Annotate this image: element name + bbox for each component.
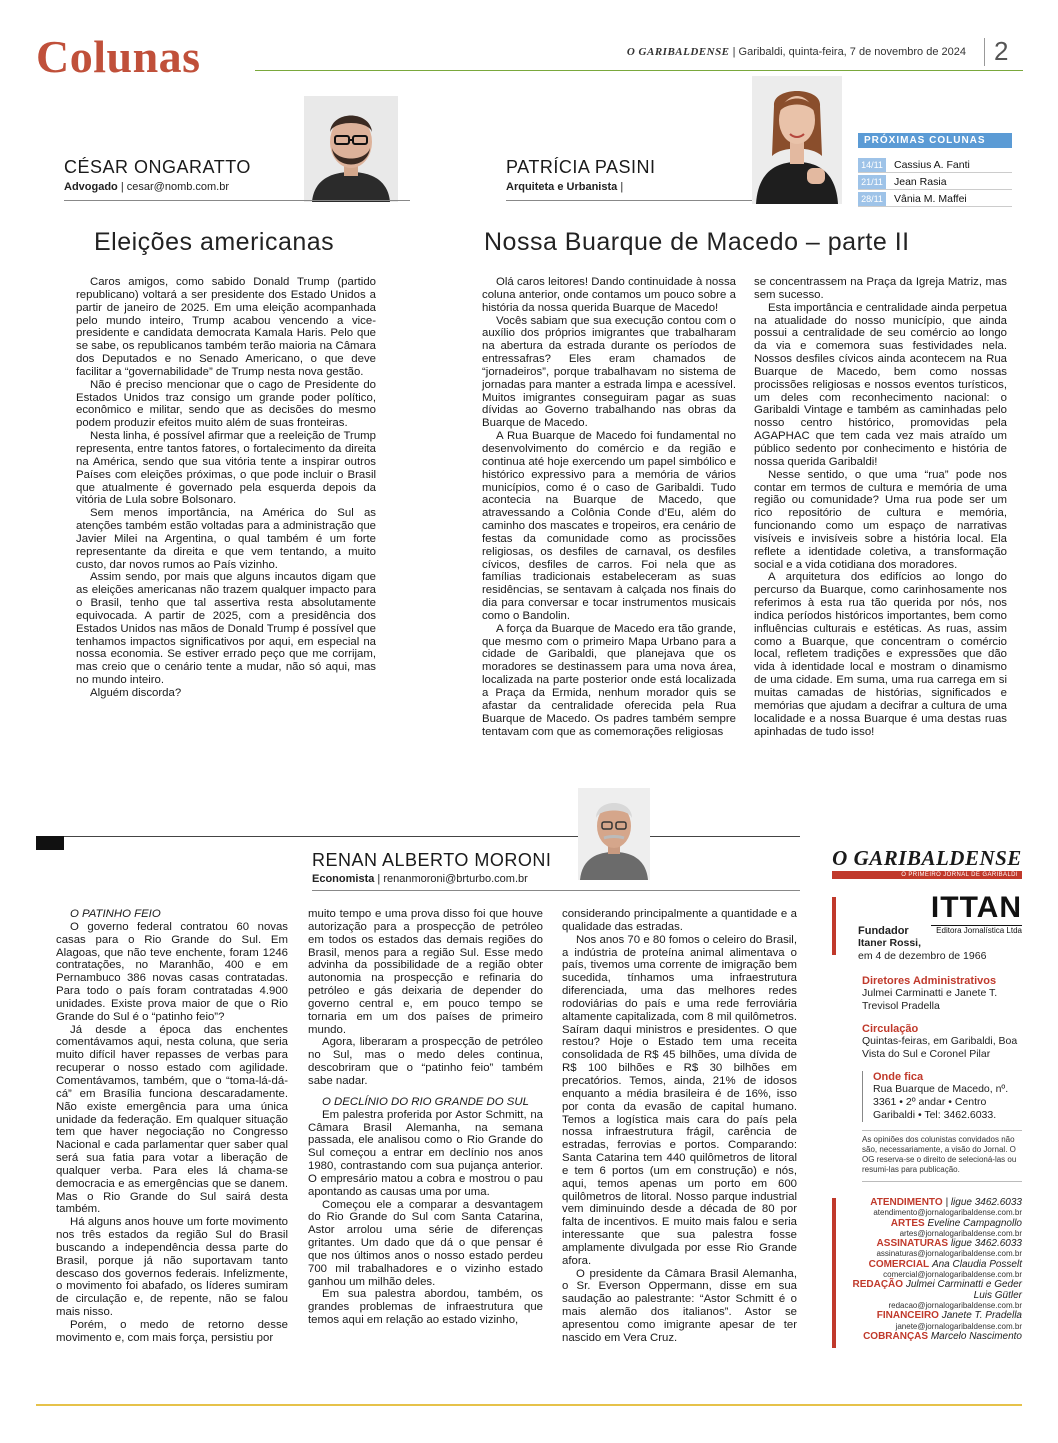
onde-fica-rule [862,1071,863,1122]
paragraph: Agora, liberaram a prospecção de petróleo no Sul, mas o medo deles continua, descobriram que o “patinho feio” também sabe nadar. [308,1036,543,1087]
circulacao-block [862,1023,1022,1061]
contact-value: | ligue 3462.6033 [945,1197,1022,1208]
next-column-date: 14/11 [858,158,886,172]
contact-value: Ana Claudia Posselt [931,1258,1022,1270]
article-body-buarque-left [482,276,736,738]
next-column-item [858,174,1012,190]
paragraph: Há alguns anos houve um forte movimento nos três estados da região Sul do Brasil buscando a independência dessa parte do Brasil, porque já não suportavam tanto descaso dos governos federais. Infelizmente, o movimento foi abafado, os líderes sumiram de circulação e, de repente, não se falou mais nisso. [56,1216,288,1319]
page-number-separator [984,38,985,66]
next-column-date: 28/11 [858,192,886,206]
section-title: Colunas [36,31,201,82]
contact-item [844,1219,1022,1229]
paragraph: A arquitetura dos edifícios ao longo do percurso da Buarque, como carinhosamente nos referimos à esta rua tão querida por nós, nos indica períodos históricos importantes, bem como influências culturais e estéticas. As ruas, assim como a Buarque, que concentram o comércio local, refletem tradições e expressões que dão vida à identidade local e mostram o dinamismo de uma cidade. Em suma, uma rua carrega em si muitas camadas de histórias, significados e memórias que ajudam a decifrar a cultura de uma localidade e a nossa Buarque é uma destas ruas apinhadas de tudo isso! [754,571,1007,738]
article-body-moroni-a [56,908,288,1345]
fundador-label: Fundador [858,925,909,937]
newspaper-tagline: O PRIMEIRO JORNAL DE GARIBALDI [832,871,1022,879]
paragraph: Alguém discorda? [90,687,182,699]
contact-item [844,1332,1022,1342]
contact-key: FINANCEIRO [876,1310,939,1322]
bottom-section-rule [36,836,800,837]
contact-value: Eveline Campagnollo [927,1217,1022,1229]
contact-key: ASSINATURAS [876,1238,949,1250]
page-bottom-rule [36,1404,1022,1406]
paragraph: Olá caros leitores! Dando continuidade à nossa coluna anterior, onde contamos um pouco sobre a história da nossa querida Buarque de Macedo! [482,276,736,314]
next-column-name: Vânia M. Maffei [894,192,967,205]
accent-bar [832,1198,836,1348]
article-subtitle: O PATINHO FEIO [70,908,161,920]
header-separator: | [732,46,739,58]
article-body-moroni-c [562,908,797,1345]
next-column-item [858,191,1012,207]
header-paper-name: O GARIBALDENSE [626,46,730,58]
contact-email: assinaturas@jornalogaribaldense.com.br [876,1249,1022,1259]
sidebar-separator [862,1181,1022,1182]
contact-item [844,1198,1022,1208]
article-body-eleicoes [76,276,376,700]
fundador-date: em 4 de dezembro de 1966 [858,950,987,962]
contact-key: ARTES [890,1217,925,1229]
paragraph: A Rua Buarque de Macedo foi fundamental no desenvolvimento do comércio e da região e continua até hoje exercendo um papel simbólico e histórico expressivo para a memória de vários municípios, como é o caso de Garibaldi. Tudo acontecia na Buarque de Macedo, que atravessando a Colônia Conde d’Eu, além do caminho dos mascates e tropeiros, era cenário de festas da comunidade como as procissões religiosas, os desfiles de carnaval, os desfiles cívicos, desfiles de carros. Foi nela que as famílias tradicionais estabeleceram as suas residências, se sentavam à calçada nos finais do dia para conversar e tocar instrumentos musicais como o Bandolin. [482,430,736,622]
contact-item [844,1311,1022,1321]
diretores-text: Julmei Carminatti e Janete T. Trevisol Pradella [862,987,998,1012]
newspaper-logo: O GARIBALDENSE [832,846,1022,870]
paragraph: Começou ele a comparar a desvantagem do Rio Grande do Sul com Santa Catarina, Astor arrolou uma série de diferenças gritantes. Um dado que dá o que pensar é que nos últimos anos o nosso estado perdeu 700 mil trabalhadores e o vizinho estado ganhou um milhão deles. [308,1198,543,1288]
paragraph: Em palestra proferida por Astor Schmitt, na Câmara Brasil Alemanha, na semana passada, ele analisou como o Rio Grande do Sul começou a entrar em declínio nos anos 1980, contrastando com sua pujança anterior. O empresário matou a cobra e mostrou o pau apontando as causas uma por uma. [308,1108,543,1198]
ittan-logo [931,891,1022,935]
header-date: Garibaldi, quinta-feira, 7 de novembro de 2024 [738,46,966,58]
paragraph: O governo federal contratou 60 novas casas para o Rio Grande do Sul. Em Alagoas, que não teve enchente, foram 1246 contratações, no Maranhão, 400 e em Pernambuco 386 novas casas contratadas. Para todo o país foram contratadas 4.900 unidades. Existe prova maior de que o Rio Grande do Sul é o “patinho feio”? [56,920,288,1023]
author-photo-patricia [752,76,842,204]
next-columns-box [858,133,1012,207]
onde-fica-text: Rua Buarque de Macedo, nº. 3361 • 2º andar • Centro Garibaldi • Tel: 3462.6033. [873,1083,1009,1121]
next-columns-heading: PRÓXIMAS COLUNAS [858,133,1012,148]
paragraph: Esta importância e centralidade ainda perpetua na atualidade do nosso município, que ainda possui a centralidade de seu comércio ao longo da via e comemora suas festividades nela. Nossos desfiles cívicos ainda acontecem na Rua Buarque de Macedo, bem como nossas procissões religiosas e nossos eventos turísticos, um deles com reconhecimento nacional: o Garibaldi Vintage e também as caminhadas pelo nosso centro histórico, promovidas pela AGAPHAC que tem cada vez mais atraído um público sedento por conhecimento e história de nossa querida Garibaldi! [754,301,1007,468]
contact-value: Janete T. Pradella [941,1310,1022,1322]
author-email: cesar@nomb.com.br [126,181,230,193]
role-separator: | [377,873,384,885]
paragraph: Sem menos importância, na América do Sul as atenções também estão voltadas para a administração que Javier Milei na Argentina, o qual também é um forte representante da direita e que vem tentando, a muito custo, dar novos rumos ao País vizinho. [76,507,376,571]
header-info [627,46,966,58]
section-marker [36,836,64,850]
diretores-label: Diretores Administrativos [862,975,997,987]
contact-key: REDAÇÃO [852,1279,904,1291]
next-column-date: 21/11 [858,175,886,189]
author-profession: Advogado [64,181,118,193]
article-title-buarque: Nossa Buarque de Macedo – parte II [484,228,910,256]
portrait-cesar-icon [304,96,398,202]
role-separator: | [620,181,624,193]
author-photo-cesar [304,96,398,202]
paragraph: considerando principalmente a quantidade e a qualidade das estradas. [562,908,797,933]
author-name-patricia: PATRÍCIA PASINI [506,157,656,177]
contact-email: redacao@jornalogaribaldense.com.br [888,1300,1022,1310]
contact-email: atendimento@jornalogaribaldense.com.br [873,1208,1022,1218]
onde-fica-block [862,1071,1022,1122]
paragraph: Vocês sabiam que sua execução contou com o auxílio dos próprios imigrantes que trabalharam na abertura da estrada durante os períodos de entressafras? Eles eram chamados de “jornadeiros”, porque trabalhavam no sistema de jornadas para manter a estrada limpa e acessível. Muitos imigrantes conseguiram pagar as suas dívidas ao Governo trabalhando nas obras da Buarque de Macedo. [482,314,736,430]
fundador-block [832,891,1022,963]
contact-key: COMERCIAL [868,1258,930,1270]
masthead-sidebar [832,846,1022,1348]
author-rule-patricia [506,200,752,201]
paragraph: O presidente da Câmara Brasil Alemanha, o Sr. Everson Oppermann, disse em sua saudação ao palestrante: “Astor Schmitt é o mais alemão dos italianos”. Astor se apresentou como imigrante apesar de ter nascido em Vera Cruz. [562,1267,797,1344]
paragraph: Nos anos 70 e 80 fomos o celeiro do Brasil, a indústria de proteína animal alimentava o país, tivemos uma corrente de imigração bem sucedida, tínhamos uma infraestrutura diferenciada, uma das melhores redes rodoviárias do país e uma rede ferroviária altamente capitalizada, com 8 mil quilômetros. Saíram daqui ministros e presidentes. O que restou? Hoje o Estado tem uma receita consolidada de R$ 45 bilhões, uma dívida de R$ 100 bilhões e R$ 30 bilhões em precatórios. Temos, ainda, 21% de idosos enquanto a média brasileira é de 16%, isso por conta da evasão de capital humano. Temos a logística mais cara do país pela nossa infraestrutura frágil, carência de estradas, ferrovias e portos. Comparando: Santa Catarina tem 440 quilômetros de litoral e tem 6 portos (um em construção) e nós, aqui, temos apenas um porto em 600 quilômetros de litoral. Nosso parque industrial vem diminuindo desde a década de 80 por falta de incentivos. E muito mais falou e seria interessante que sua palestra fosse amplamente divulgada por esse Rio Grande afora. [562,933,797,1267]
author-rule-cesar [64,200,410,201]
contact-value: Julmei Carminatti e Geder Luis Gütler [905,1279,1022,1301]
sidebar-separator [862,1130,1022,1131]
author-name-cesar: CÉSAR ONGARATTO [64,157,251,177]
paragraph: Já desde a época das enchentes comentávamos aqui, nesta coluna, que seria muito difícil haver repasses de verbas para recuperar o nosso estado com agilidade. Comentávamos, também, que o “toma-lá-dá-cá” em Brasília funciona descaradamente. Não existe emergência para uma única unidade da federação. Em qualquer situação tem que haver negociação no Congresso Nacional e cada parlamentar quer saber qual será sua fatia para votar a liberação de qualquer verba. Para eles lá chama-se democracia e as emergências que se danem. Mas o Rio Grande do Sul sairá desta também. [56,1023,288,1216]
portrait-patricia-icon [752,76,842,204]
circulacao-label: Circulação [862,1023,919,1035]
paragraph: Nesta linha, é possível afirmar que a reeleição de Trump representa, entre tantos fatores, o fortalecimento da direita na América, sendo que sua vitória tente a inspirar outros Países com eleições próximas, o que pode incluir o Brasil que atualmente é governado pela esquerda depois da vitória de Lula sobre Bolsonaro. [76,430,376,507]
onde-fica-label: Onde fica [873,1071,924,1083]
author-photo-renan [578,788,650,880]
contact-value: ligue 3462.6033 [950,1238,1022,1250]
contact-item [844,1280,1022,1301]
next-column-item [858,157,1012,173]
opinion-disclaimer: As opiniões dos colunistas convidados não são, necessariamente, a visão do Jornal. O OG reserva-se o direito de selecioná-las ou resumi-las para publicação. [862,1135,1017,1174]
author-email: renanmoroni@brturbo.com.br [383,873,528,885]
author-role-renan [312,873,528,885]
ittan-wordmark: ITTAN [930,891,1022,924]
contact-value: Marcelo Nascimento [930,1330,1022,1342]
paragraph: Porém, o medo de retorno desse movimento e, com mais força, persistiu por [56,1319,288,1344]
contacts-list [844,1198,1022,1348]
paragraph: A força da Buarque de Macedo era tão grande, que mesmo com o primeiro Mapa Urbano para a cidade de Garibaldi, que planejava que os moradores se destinassem para uma nova área, localizada na parte posterior onde está localizada a Praça da Ermida, nenhum morador quis se afastar da centralidade oferecida pela Rua Buarque de Macedo. Os padres também sempre tentavam com que as comemorações religiosas [482,622,736,738]
paragraph: Nesse sentido, o que uma “rua” pode nos contar em termos de cultura e memória de uma região ou comunidade? Uma rua pode ser um rico repositório de cultura e memória, funcionando como um espaço de narrativas visíveis e invisíveis sobre a história local. Ela reflete a identidade coletiva, a transformação social e a vida cotidiana dos moradores. [754,468,1007,571]
contact-item [844,1260,1022,1270]
paragraph: Caros amigos, como sabido Donald Trump (partido republicano) voltará a ser presidente dos Estado Unidos a partir de janeiro de 2025. Em uma eleição acompanhada pelo mundo inteiro, Trump acabou vencendo a vice-presidente e candidata democrata Kamala Haris. Pelo que se sabe, os republicanos também terão maioria na Câmara dos Deputados e no Senado Americano, o que deve facilitar a “governabilidade” de Trump nesta nova gestão. [76,276,376,378]
page-number: 2 [994,36,1009,66]
article-subtitle: O DECLÍNIO DO RIO GRANDE DO SUL [322,1095,529,1108]
paragraph: Assim sendo, por mais que alguns incautos digam que as eleições americanas não trazem qualquer impacto para o Brasil, tenho que tal assertiva resta absolutamente equivocada. A partir de 2025, com a presidência dos Estados Unidos nas mãos de Donald Trump é possível que tenhamos impactos significativos por aqui, em especial na nossa economia. Se estiver errado peço que me corrijam, mas creio que o cenário tente a mudar, não só aqui, mas no mundo inteiro. [76,571,376,687]
paragraph-spacer [308,1088,543,1096]
contact-key: ATENDIMENTO [870,1197,943,1208]
portrait-renan-icon [578,788,650,880]
next-column-name: Cassius A. Fanti [894,158,970,171]
author-role-patricia [506,181,623,193]
next-column-name: Jean Rasia [894,175,947,188]
contacts-block [832,1198,1022,1348]
paragraph: muito tempo e uma prova disso foi que houve autorização para a prospecção de petróleo em todos os estados das demais regiões do Brasil, menos para a região Sul. Esse medo advinha da possibilidade de a região obter autonomia na prospecção e refinaria do petróleo e gás deixaria de depender do governo central e, em pouco tempo se tornaria em um dos países de primeiro mundo. [308,908,543,1036]
circulacao-text: Quintas-feiras, em Garibaldi, Boa Vista do Sul e Coronel Pilar [862,1035,1018,1060]
article-body-moroni-b [308,908,543,1327]
article-title-eleicoes: Eleições americanas [94,228,335,256]
contact-key: COBRANÇAS [863,1330,929,1342]
contact-email: janete@jornalogaribaldense.com.br [895,1321,1022,1331]
article-body-buarque-right [754,276,1007,738]
author-role-cesar [64,181,229,193]
author-name-renan: RENAN ALBERTO MORONI [312,850,552,870]
paragraph: Não é preciso mencionar que o cago de Presidente do Estados Unidos traz consigo um grande poder político, econômico e militar, sendo que as decisões do mesmo podem produzir efeitos muito além de suas fronteiras. [76,378,376,430]
author-profession: Arquiteta e Urbanista [506,181,618,193]
diretores-block [862,975,1022,1013]
fundador-content [858,891,1022,963]
onde-fica-content [873,1071,1022,1122]
fundador-name: Itaner Rossi, [858,937,922,949]
role-separator: | [120,181,127,193]
ittan-subtitle: Editora Jornalística Ltda [931,925,1022,935]
accent-bar [832,897,836,955]
author-profession: Economista [312,873,375,885]
header-rule [255,70,1023,71]
contact-item [844,1239,1022,1249]
paragraph: Em sua palestra abordou, também, os grandes problemas de infraestrutura que temos aqui em relação ao estado vizinho, [308,1288,543,1327]
contact-email: artes@jornalogaribaldense.com.br [899,1228,1022,1238]
paragraph: se concentrassem na Praça da Igreja Matriz, mas sem sucesso. [754,276,1007,301]
contact-email: comercial@jornalogaribaldense.com.br [883,1270,1022,1280]
author-rule-renan [312,890,800,891]
